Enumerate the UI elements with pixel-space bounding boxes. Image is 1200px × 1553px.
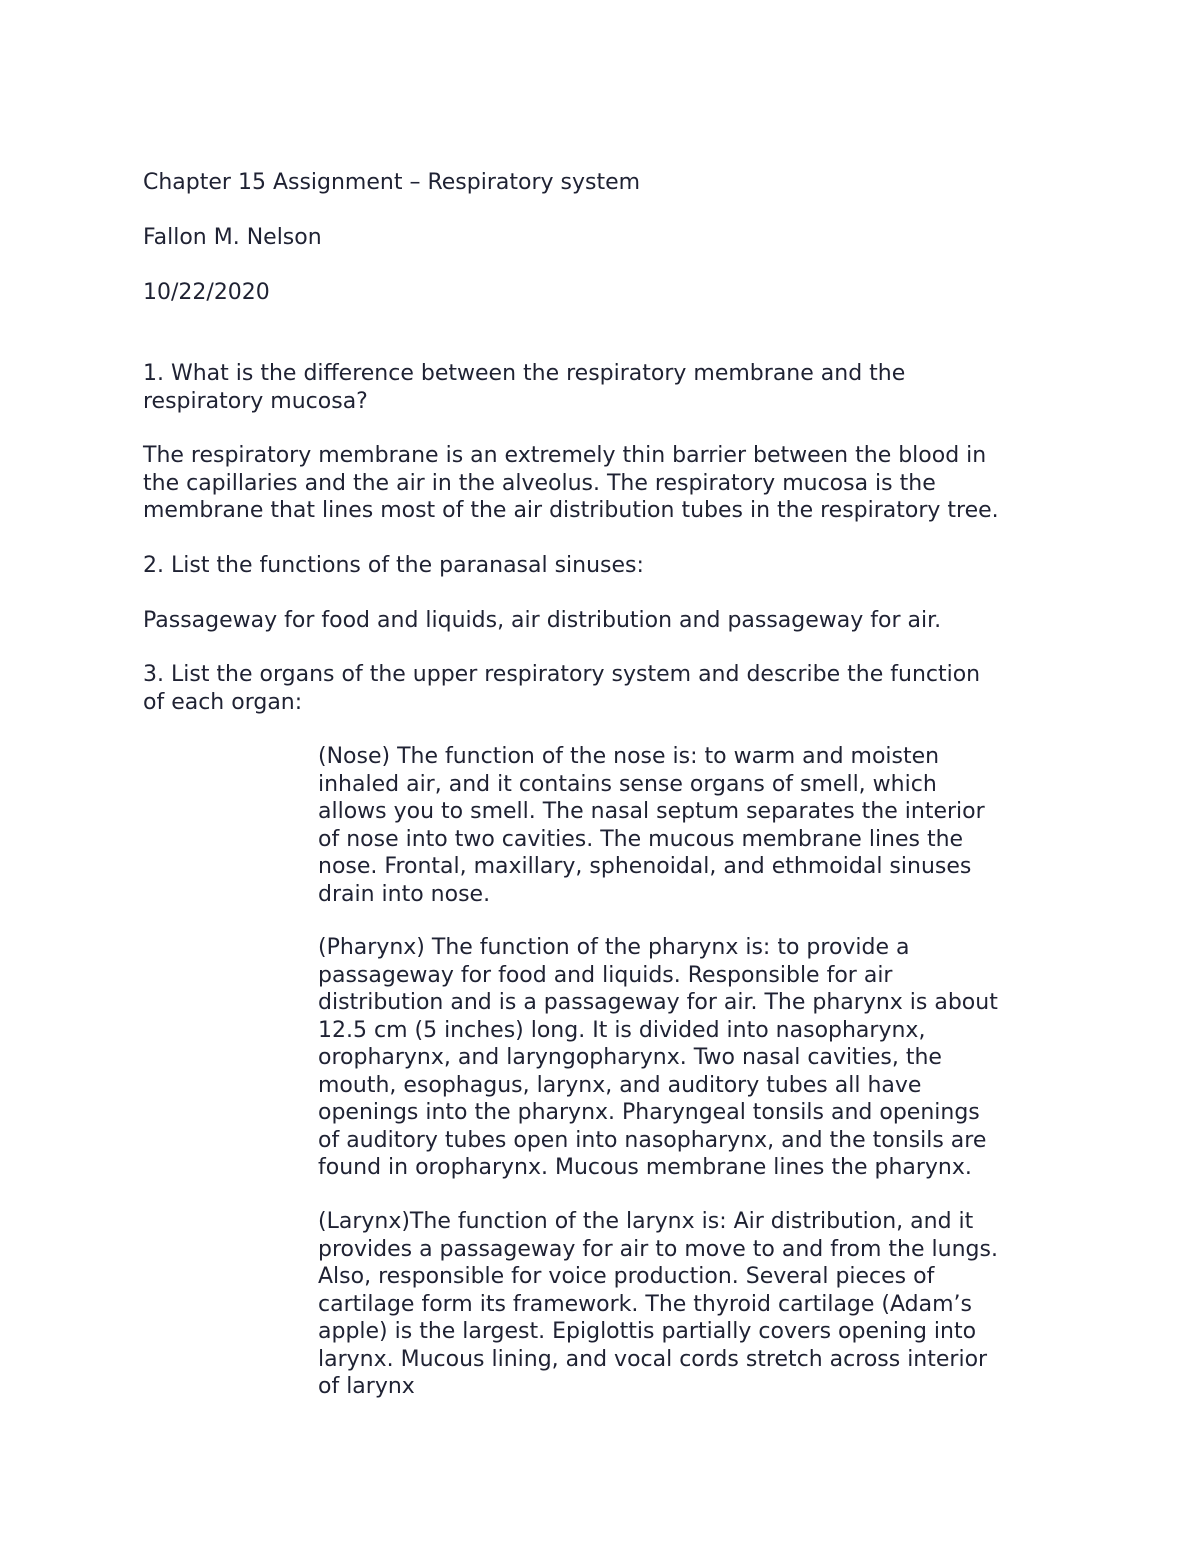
organ-pharynx-paragraph: (Pharynx) The function of the pharynx is: to provide a passageway for food and liquids. Responsible for air distribution and is a passageway for air. The pharynx is about 12.5 cm (5 inches) long. It is divided into nasopharynx, oropharynx, and laryngopharynx. Two nasal cavities, the mouth, esophagus, larynx, and auditory tubes all have openings into the pharynx. Pharyngeal tonsils and openings of auditory tubes open into nasopharynx, and the tonsils are found in oropharynx. Mucous membrane lines the pharynx.: [318, 935, 998, 1180]
document-date: 10/22/2020: [143, 280, 270, 305]
organ-nose-paragraph: (Nose) The function of the nose is: to warm and moisten inhaled air, and it contains sense organs of smell, which allows you to smell. The nasal septum separates the interior of nose into two cavities. The mucous membrane lines the nose. Frontal, maxillary, sphenoidal, and ethmoidal sinuses drain into nose.: [318, 744, 985, 907]
answer-1: The respiratory membrane is an extremely thin barrier between the blood in the capillaries and the air in the alveolus. The respiratory mucosa is the membrane that lines most of the air distribution tubes in the respiratory tree.: [143, 443, 999, 523]
answer-2: Passageway for food and liquids, air distribution and passageway for air.: [143, 608, 942, 633]
question-1: 1. What is the difference between the respiratory membrane and the respiratory mucosa?: [143, 361, 906, 414]
document-title: Chapter 15 Assignment – Respiratory system: [143, 170, 641, 195]
author-name: Fallon M. Nelson: [143, 225, 322, 250]
question-3: 3. List the organs of the upper respiratory system and describe the function of each organ:: [143, 662, 981, 715]
question-2: 2. List the functions of the paranasal sinuses:: [143, 553, 644, 578]
organ-larynx-paragraph: (Larynx)The function of the larynx is: Air distribution, and it provides a passageway for air to move to and from the lungs. Also, responsible for voice production. Several pieces of cartilage form its framework. The thyroid cartilage (Adam’s apple) is the largest. Epiglottis partially covers opening into larynx. Mucous lining, and vocal cords stretch across interior of larynx: [318, 1209, 998, 1399]
